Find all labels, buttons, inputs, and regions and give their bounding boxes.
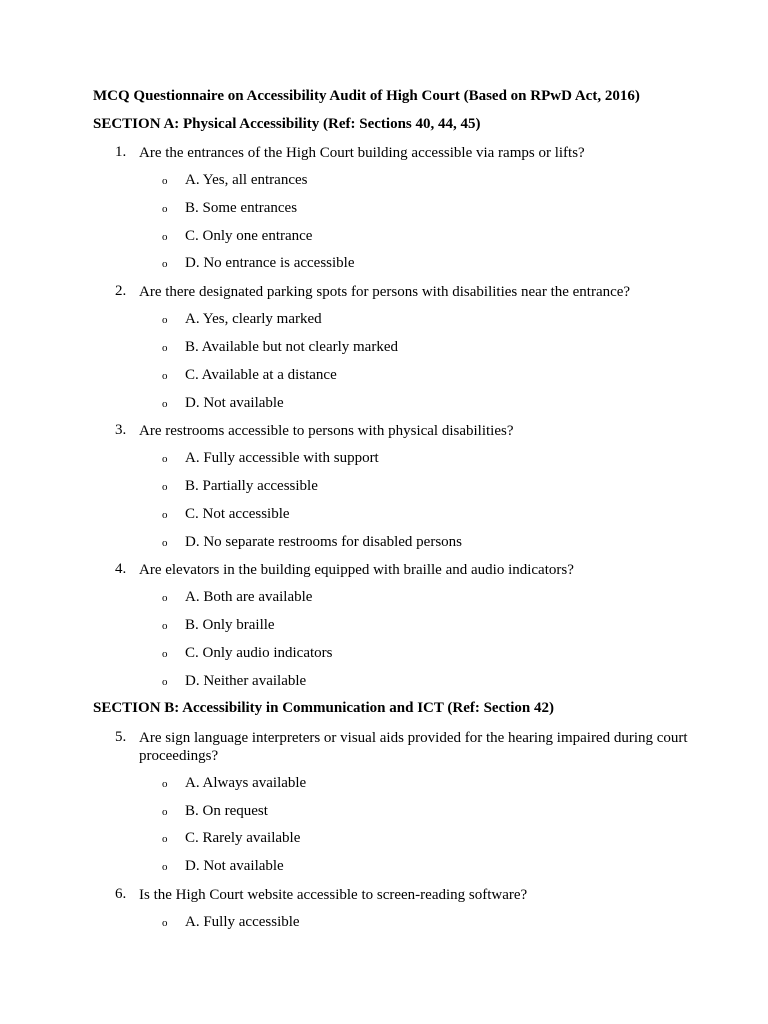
bullet-icon: o [162,648,168,660]
bullet-icon: o [162,481,168,493]
answer-option: B. Available but not clearly marked [185,339,398,355]
question-number: 4. [115,561,127,577]
question-number: 5. [115,729,127,745]
bullet-icon: o [162,833,168,845]
answer-option: A. Yes, clearly marked [185,311,322,327]
bullet-icon: o [162,453,168,465]
answer-option: A. Yes, all entrances [185,172,308,188]
bullet-icon: o [162,175,168,187]
question-text: Are sign language interpreters or visual aids provided for the hearing impaired during court proceedings? [139,730,688,764]
question-number: 3. [115,422,127,438]
question-text: Are the entrances of the High Court building accessible via ramps or lifts? [139,145,585,161]
question-text: Are restrooms accessible to persons with physical disabilities? [139,423,514,439]
answer-option: A. Fully accessible with support [185,450,379,466]
bullet-icon: o [162,537,168,549]
answer-option: D. Neither available [185,673,307,689]
answer-option: D. Not available [185,395,284,411]
bullet-icon: o [162,509,168,521]
section-heading-b: SECTION B: Accessibility in Communication and ICT (Ref: Section 42) [93,700,555,716]
answer-option: A. Both are available [185,589,313,605]
bullet-icon: o [162,806,168,818]
answer-option: B. Only braille [185,617,275,633]
bullet-icon: o [162,203,168,215]
bullet-icon: o [162,917,168,929]
question-text: Are there designated parking spots for persons with disabilities near the entrance? [139,284,631,300]
answer-option: D. No separate restrooms for disabled persons [185,534,463,550]
answer-option: C. Not accessible [185,506,290,522]
answer-option: C. Only one entrance [185,228,313,244]
answer-option: D. Not available [185,858,284,874]
document-title: MCQ Questionnaire on Accessibility Audit of High Court (Based on RPwD Act, 2016) [93,88,640,104]
question-number: 2. [115,283,127,299]
answer-option: C. Available at a distance [185,367,337,383]
answer-option: A. Always available [185,775,307,791]
bullet-icon: o [162,620,168,632]
answer-option: D. No entrance is accessible [185,255,355,271]
answer-option: C. Only audio indicators [185,645,333,661]
bullet-icon: o [162,342,168,354]
bullet-icon: o [162,676,168,688]
bullet-icon: o [162,778,168,790]
question-number: 6. [115,886,127,902]
bullet-icon: o [162,861,168,873]
bullet-icon: o [162,398,168,410]
answer-option: B. Partially accessible [185,478,318,494]
answer-option: B. On request [185,803,268,819]
section-heading-a: SECTION A: Physical Accessibility (Ref: Sections 40, 44, 45) [93,116,481,132]
bullet-icon: o [162,314,168,326]
answer-option: B. Some entrances [185,200,298,216]
bullet-icon: o [162,258,168,270]
question-text: Are elevators in the building equipped with braille and audio indicators? [139,562,574,578]
bullet-icon: o [162,231,168,243]
question-text: Is the High Court website accessible to screen-reading software? [139,887,528,903]
question-number: 1. [115,144,127,160]
answer-option: A. Fully accessible [185,914,300,930]
answer-option: C. Rarely available [185,830,301,846]
bullet-icon: o [162,592,168,604]
bullet-icon: o [162,370,168,382]
